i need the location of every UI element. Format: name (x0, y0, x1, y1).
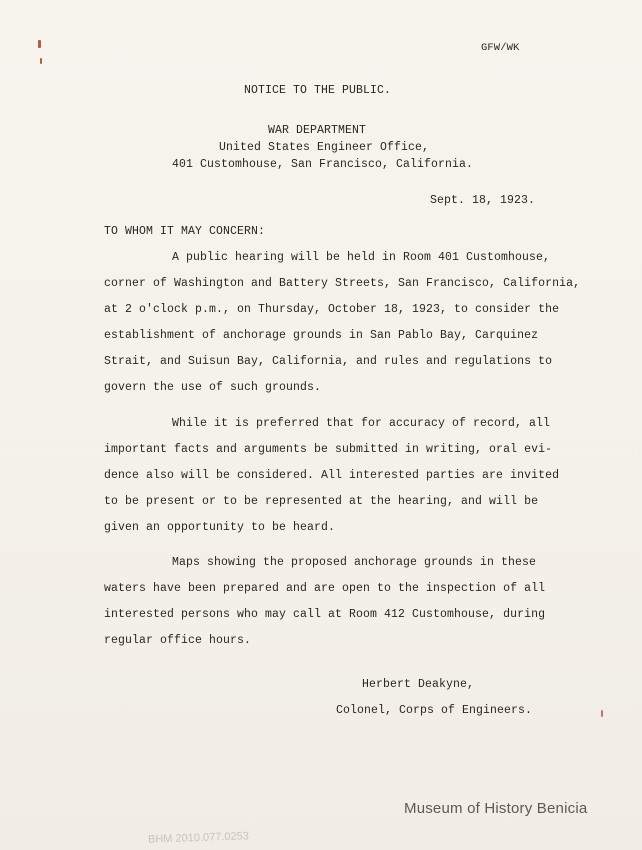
body-line: dence also will be considered. All interested parties are invited (104, 469, 560, 482)
signature-name: Herbert Deakyne, (362, 678, 475, 691)
body-line: to be present or to be represented at the hearing, and will be (104, 495, 539, 508)
body-line: Strait, and Suisun Bay, California, and rules and regulations to (104, 355, 553, 368)
body-line: Maps showing the proposed anchorage grounds in these (172, 556, 537, 569)
org-line-3: 401 Customhouse, San Francisco, California. (172, 158, 474, 171)
org-line-1: WAR DEPARTMENT (268, 124, 367, 137)
pencil-catalog-note: BHM 2010.077.0253 (147, 830, 250, 846)
museum-watermark: Museum of History Benicia (404, 800, 588, 817)
body-line: govern the use of such grounds. (104, 381, 322, 394)
notice-title: NOTICE TO THE PUBLIC. (244, 84, 392, 97)
stain-mark (40, 58, 42, 64)
body-line: establishment of anchorage grounds in San Pablo Bay, Carquinez (104, 329, 539, 342)
body-line: given an opportunity to be heard. (104, 521, 336, 534)
stain-mark (38, 40, 41, 48)
body-line: regular office hours. (104, 634, 252, 647)
body-line: waters have been prepared and are open to the inspection of all (104, 582, 546, 595)
body-line: interested persons who may call at Room 412 Customhouse, during (104, 608, 546, 621)
org-line-2: United States Engineer Office, (219, 141, 430, 154)
body-line: important facts and arguments be submitted in writing, oral evi- (104, 443, 553, 456)
stain-mark (601, 710, 603, 717)
notice-date: Sept. 18, 1923. (430, 194, 536, 207)
body-line: While it is preferred that for accuracy of record, all (172, 417, 551, 430)
body-line: corner of Washington and Battery Streets, San Francisco, California, (104, 277, 581, 290)
body-line: A public hearing will be held in Room 401 Customhouse, (172, 251, 551, 264)
signature-title: Colonel, Corps of Engineers. (336, 704, 533, 717)
reference-code: GFW/WK (481, 42, 520, 54)
salutation: TO WHOM IT MAY CONCERN: (104, 225, 266, 238)
body-line: at 2 o'clock p.m., on Thursday, October 18, 1923, to consider the (104, 303, 560, 316)
